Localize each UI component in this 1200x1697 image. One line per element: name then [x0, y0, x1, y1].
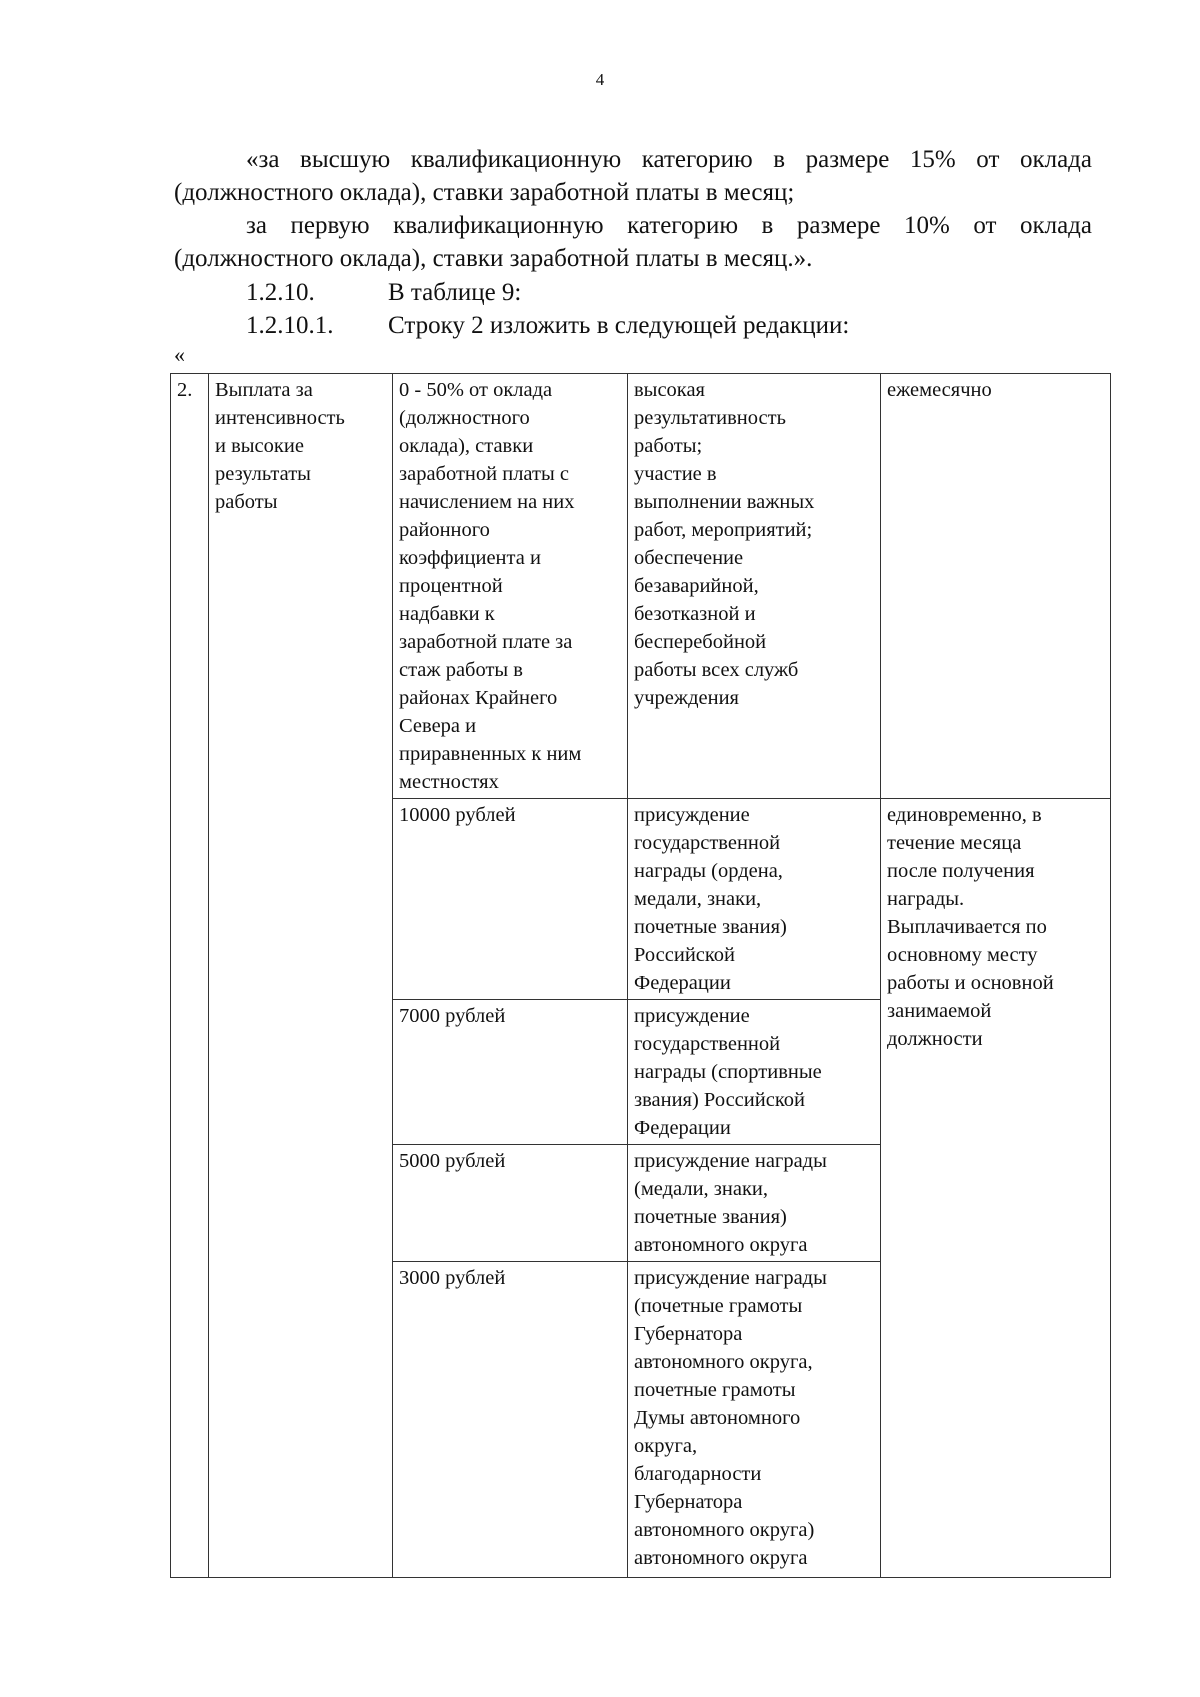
amount: 10000 рублей: [399, 804, 516, 826]
condition: присуждение награды (медали, знаки, почетные звания) автономного округа: [634, 1150, 827, 1256]
row-number-cell: [171, 374, 209, 1578]
amount-cell: [393, 1145, 628, 1262]
payments-table: [170, 373, 1111, 1578]
item-text: В таблице 9:: [388, 279, 522, 306]
paragraph-higher-category: «за высшую квалификационную категорию в размере 15% от оклада (должностного оклада), ставки заработной платы в месяц;: [174, 146, 1092, 206]
amount: 0 - 50% от оклада (должностного оклада), ставки заработной платы с начислением на них районного коэффициента и процентной надбавки к заработной плате за стаж работы в районах Крайнего Севера и приравненных к ним местностях: [399, 379, 582, 793]
condition: присуждение награды (почетные грамоты Губернатора автономного округа, почетные грамоты Думы автономного округа, благодарности Губернатора автономного округа) автономного округа: [634, 1267, 827, 1569]
page-number: 4: [595, 70, 605, 89]
condition-cell: [628, 799, 881, 1000]
periodicity: ежемесячно: [887, 379, 992, 401]
payment-name-cell: [209, 374, 393, 1578]
amount-cell: [393, 1262, 628, 1578]
payment-name: Выплата за интенсивность и высокие результаты работы: [215, 379, 345, 513]
condition-cell: [628, 1262, 881, 1578]
periodicity-cell: [881, 374, 1111, 799]
condition: высокая результативность работы; участие в выполнении важных работ, мероприятий; обеспечение безаварийной, безотказной и бесперебойной работы всех служб учреждения: [634, 379, 815, 709]
paragraph-first-category: за первую квалификационную категорию в размере 10% от оклада (должностного оклада), ставки заработной платы в месяц.».: [174, 212, 1092, 272]
award-periodicity: единовременно, в течение месяца после получения награды. Выплачивается по основному месту работы и основной занимаемой должности: [887, 804, 1054, 1050]
condition-cell: [628, 1145, 881, 1262]
table-row: [171, 374, 1111, 799]
condition: присуждение государственной награды (спортивные звания) Российской Федерации: [634, 1005, 822, 1139]
row-number: 2.: [177, 379, 193, 401]
condition-cell: [628, 374, 881, 799]
item-text: Строку 2 изложить в следующей редакции:: [388, 312, 850, 339]
item-number: 1.2.10.: [246, 279, 315, 306]
amount: 7000 рублей: [399, 1005, 506, 1027]
condition: присуждение государственной награды (ордена, медали, знаки, почетные звания) Российской Федерации: [634, 804, 787, 994]
amount-cell: [393, 1000, 628, 1145]
condition-cell: [628, 1000, 881, 1145]
amount-cell: [393, 799, 628, 1000]
item-number: 1.2.10.1.: [246, 312, 334, 339]
amount: 5000 рублей: [399, 1150, 506, 1172]
amount-cell: [393, 374, 628, 799]
amount: 3000 рублей: [399, 1267, 506, 1289]
opening-quote: «: [174, 342, 185, 367]
award-periodicity-cell: [881, 799, 1111, 1578]
